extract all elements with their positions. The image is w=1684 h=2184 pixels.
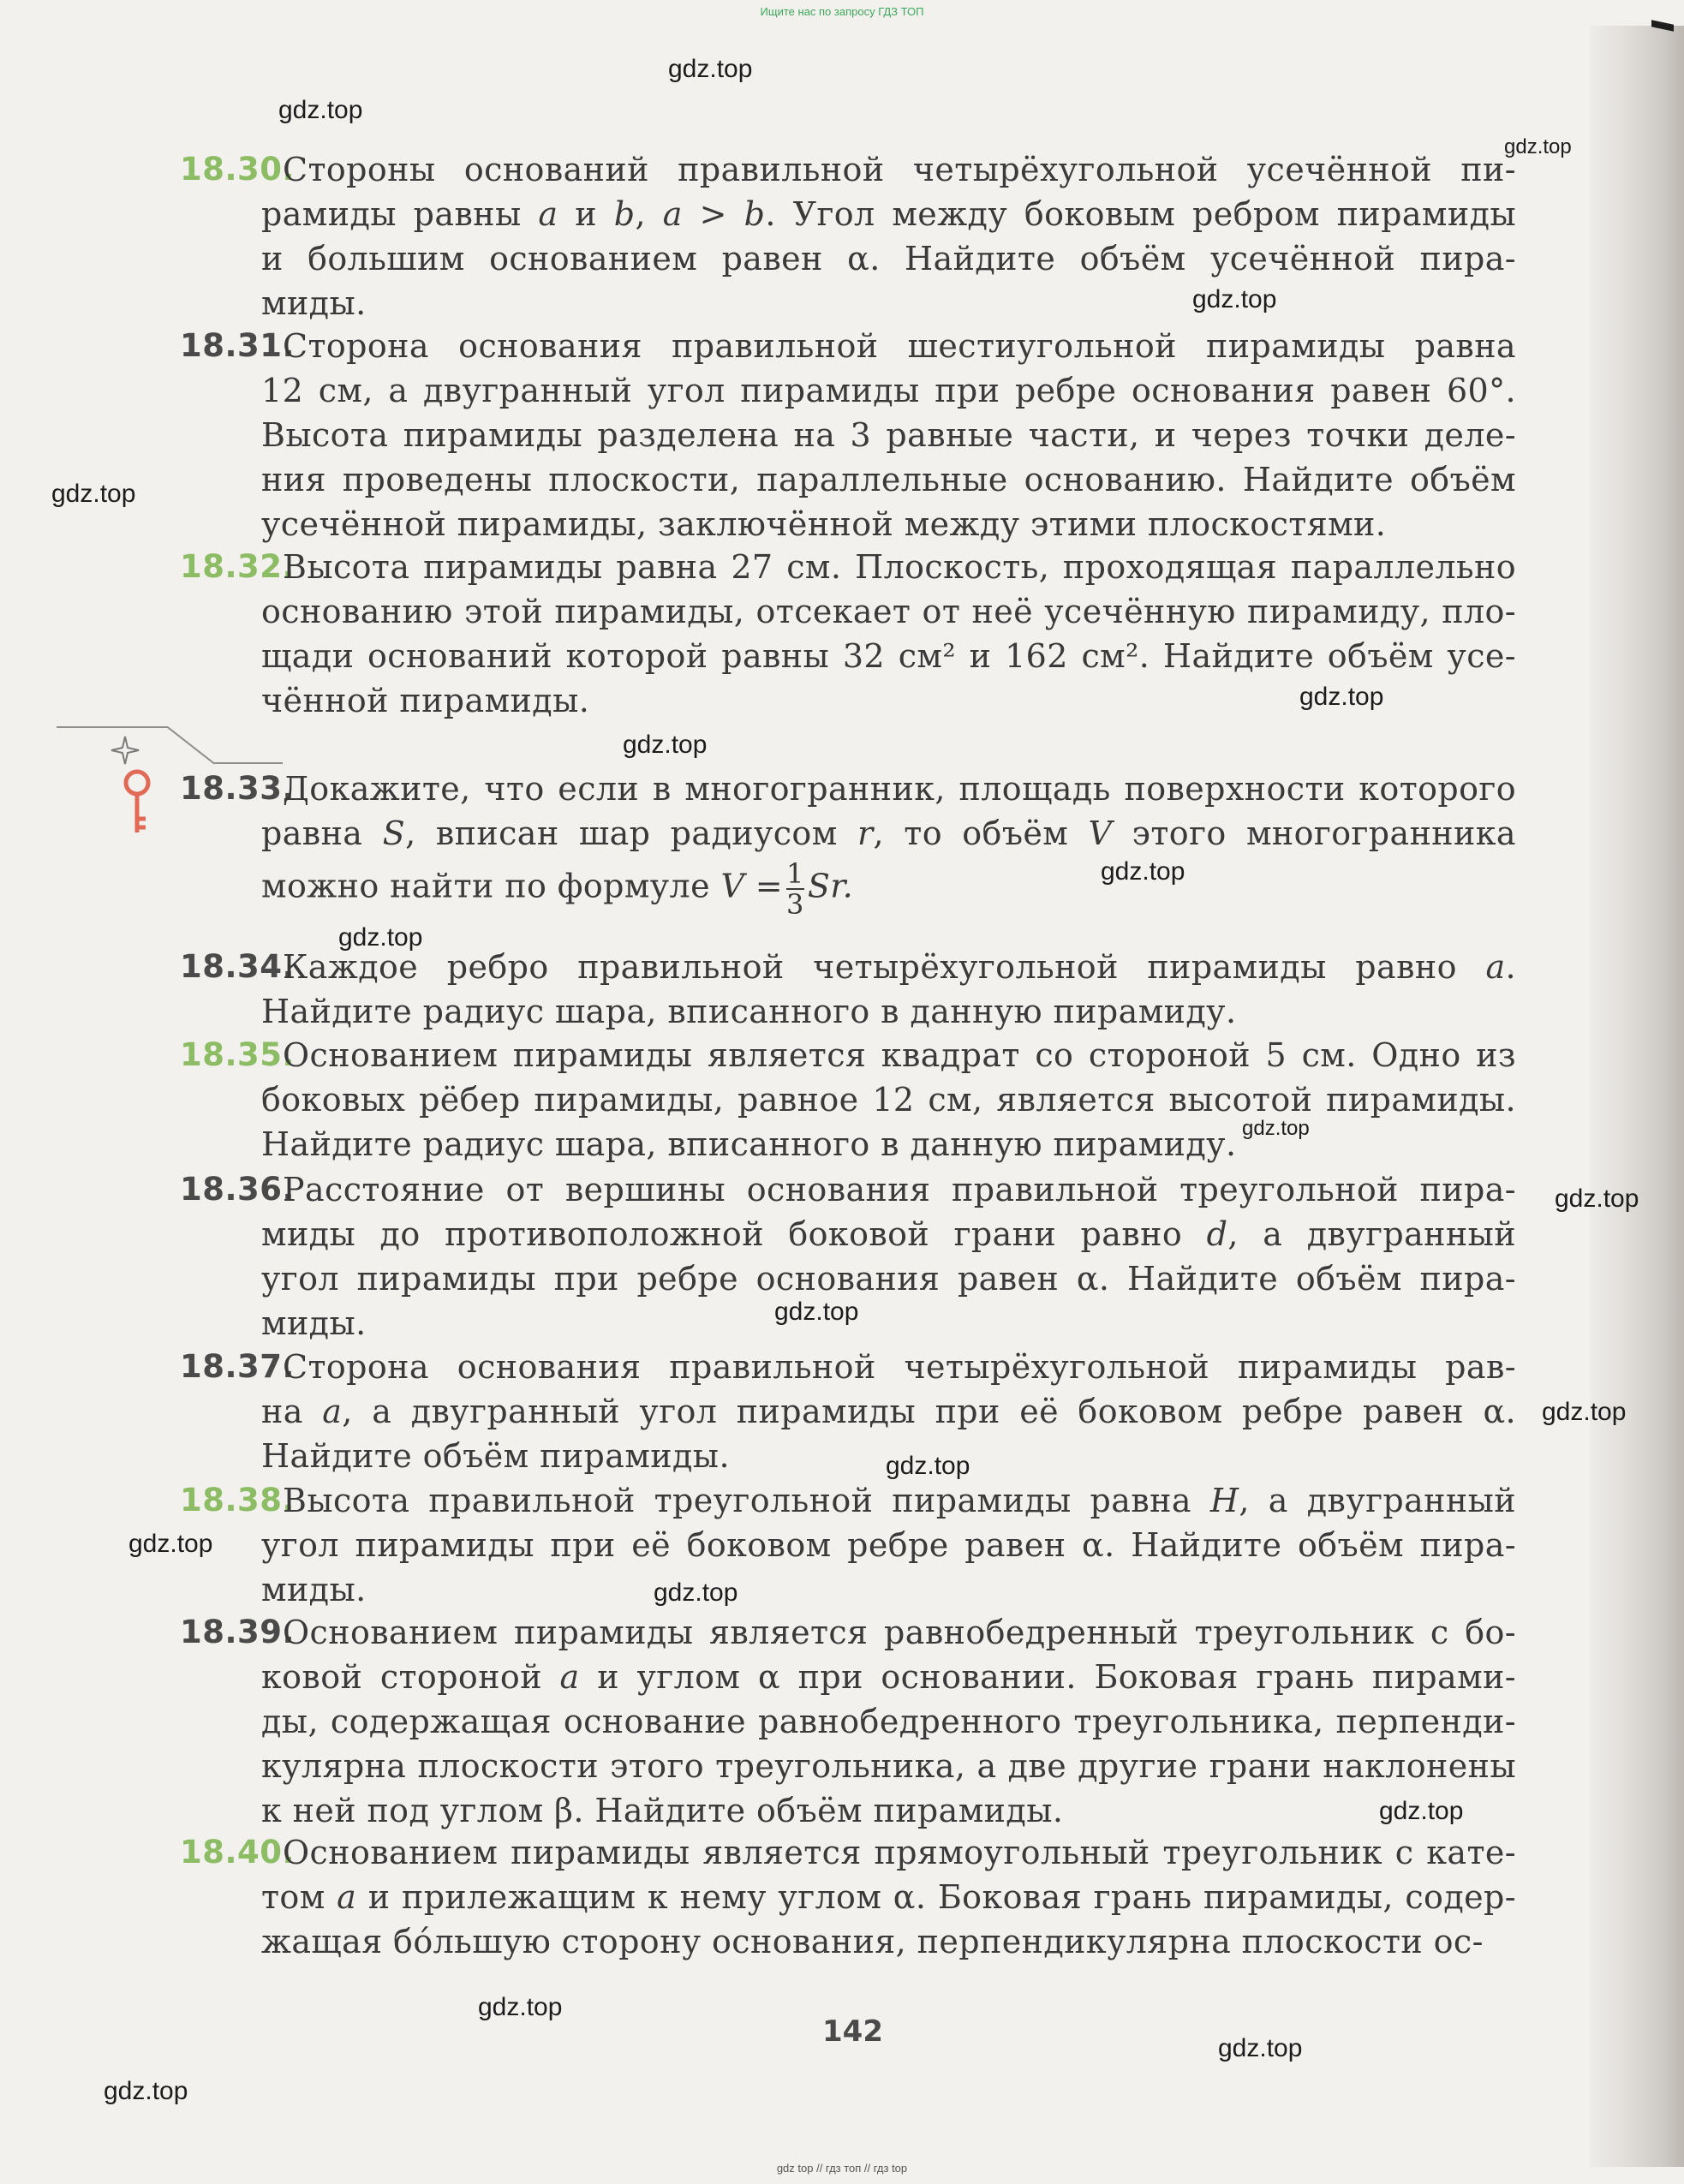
page-number: 142	[822, 2014, 883, 2049]
problem-text-line: 12 см, а двугранный угол пирамиды при ребре основания равен 60°.	[261, 372, 1516, 409]
watermark: gdz.top	[51, 480, 136, 508]
problem-text	[261, 1033, 1516, 1167]
problem-text-line: Расстояние от вершины основания правильной треугольной пира-	[283, 1171, 1516, 1208]
problem-number: 18.40.	[180, 1834, 296, 1871]
problem-text-line: Сторона основания правильной четырёхугольной пирамиды рав-	[283, 1348, 1516, 1386]
problem-text	[261, 1610, 1516, 1833]
problem-text-line: Найдите объём пирамиды.	[261, 1437, 730, 1475]
watermark: gdz.top	[1299, 683, 1384, 711]
watermark: gdz.top	[104, 2077, 188, 2105]
problem-text-line: Найдите радиус шара, вписанного в данную пирамиду.	[261, 993, 1237, 1030]
bottom-banner: gdz top // гдз топ // гдз top	[776, 2162, 908, 2175]
problem-text-line: основанию этой пирамиды, отсекает от неё усечённую пирамиду, пло-	[261, 593, 1516, 630]
problem-text	[261, 1830, 1516, 1964]
problem-text	[261, 545, 1516, 723]
problem-text-line: на a, а двугранный угол пирамиды при её боковом ребре равен α.	[261, 1393, 1516, 1430]
problem-text-line: ды, содержащая основание равнобедренного треугольника, перпенди-	[261, 1703, 1516, 1740]
problem-text-line: ковой стороной a и углом α при основании. Боковая грань пирами-	[261, 1658, 1516, 1696]
problem-text-line: щади оснований которой равны 32 см² и 162 см². Найдите объём усе-	[261, 637, 1516, 675]
problem-text-line: Стороны оснований правильной четырёхугольной усечённой пи-	[283, 151, 1516, 188]
problem-text	[261, 945, 1516, 1034]
watermark: gdz.top	[1504, 135, 1572, 158]
top-banner: Ищите нас по запросу ГДЗ ТОП	[760, 5, 924, 18]
problem-text-line: том a и прилежащим к нему углом α. Боковая грань пирамиды, содер-	[261, 1878, 1516, 1916]
problem-number: 18.32.	[180, 548, 296, 585]
star-icon	[110, 735, 140, 766]
problem-text-line: миды до противоположной боковой грани равно d, а двугранный	[261, 1215, 1516, 1253]
problem-text-line: миды.	[261, 1304, 367, 1342]
problem-text	[261, 767, 1516, 921]
problem-text-line: жащая бóльшую сторону основания, перпендикулярна плоскости ос-	[261, 1923, 1484, 1960]
watermark: gdz.top	[886, 1452, 970, 1480]
watermark: gdz.top	[1242, 1117, 1310, 1140]
problem-text-line: ния проведены плоскости, параллельные основанию. Найдите объём	[261, 461, 1516, 498]
problem-text	[261, 1345, 1516, 1478]
problem-text-line: рамиды равны a и b, a > b. Угол между боковым ребром пирамиды	[261, 195, 1517, 233]
problem-text-line: чённой пирамиды.	[261, 682, 590, 719]
problem-text	[261, 1167, 1516, 1346]
problem-text-line: Каждое ребро правильной четырёхугольной пирамиды равно a.	[283, 948, 1516, 986]
watermark: gdz.top	[128, 1530, 213, 1558]
problem-text-line: усечённой пирамиды, заключённой между этими плоскостями.	[261, 505, 1387, 543]
problem-text-line: к ней под углом β. Найдите объём пирамиды.	[261, 1792, 1064, 1829]
problem-text-line: Основанием пирамиды является равнобедренный треугольник с бо-	[283, 1614, 1516, 1651]
problem-text-line: Докажите, что если в многогранник, площадь поверхности которого	[283, 770, 1516, 808]
section-divider	[214, 762, 283, 764]
fraction-denominator: 3	[786, 888, 804, 921]
watermark: gdz.top	[478, 1993, 563, 2021]
watermark: gdz.top	[1218, 2034, 1303, 2062]
watermark: gdz.top	[278, 96, 363, 124]
problem-number: 18.35.	[180, 1036, 296, 1073]
problem-text-line: Основанием пирамиды является квадрат со стороной 5 см. Одно из	[283, 1036, 1516, 1074]
formula-lhs: V =	[720, 867, 784, 905]
problem-text-line: боковых рёбер пирамиды, равное 12 см, является высотой пирамиды.	[261, 1081, 1516, 1119]
problem-number: 18.36.	[180, 1171, 296, 1208]
watermark: gdz.top	[623, 731, 708, 759]
page-edge-shadow	[1590, 26, 1684, 2167]
watermark: gdz.top	[1542, 1398, 1627, 1426]
problem-text-line: Сторона основания правильной шестиугольной пирамиды равна	[283, 327, 1516, 365]
problem-number: 18.39.	[180, 1614, 296, 1650]
formula-rhs: Sr.	[807, 867, 854, 905]
watermark: gdz.top	[338, 923, 423, 952]
problem-number: 18.31.	[180, 327, 296, 364]
problem-text-line: Основанием пирамиды является прямоугольный треугольник с кате-	[283, 1834, 1516, 1871]
problem-text-line: Высота пирамиды равна 27 см. Плоскость, проходящая параллельно	[283, 548, 1516, 586]
formula-prefix: можно найти по формуле	[261, 867, 710, 905]
problem-text-line: и большим основанием равен α. Найдите объём усечённой пира-	[261, 240, 1516, 277]
problem-text	[261, 147, 1517, 325]
watermark: gdz.top	[668, 55, 753, 83]
problem-text-line: угол пирамиды при её боковом ребре равен α. Найдите объём пира-	[261, 1526, 1516, 1564]
key-icon	[120, 769, 154, 838]
problem-text-line: кулярна плоскости этого треугольника, а две другие грани наклонены	[261, 1747, 1516, 1785]
problem-number: 18.34.	[180, 948, 296, 985]
watermark: gdz.top	[1555, 1184, 1639, 1213]
watermark: gdz.top	[1192, 285, 1277, 313]
problem-text-line: равна S, вписан шар радиусом r, то объём V этого многогранника	[261, 815, 1516, 852]
section-divider	[57, 726, 168, 728]
problem-number: 18.30.	[180, 151, 296, 188]
fraction-numerator: 1	[786, 857, 804, 890]
problem-text-line: угол пирамиды при ребре основания равен α. Найдите объём пира-	[261, 1260, 1516, 1298]
problem-text	[261, 1478, 1516, 1612]
problem-text-line: Высота правильной треугольной пирамиды равна H, а двугранный	[283, 1482, 1516, 1519]
watermark: gdz.top	[654, 1578, 738, 1607]
problem-text-line: Высота пирамиды разделена на 3 равные части, и через точки деле-	[261, 416, 1516, 454]
problem-text-line: Найдите радиус шара, вписанного в данную пирамиду.	[261, 1125, 1237, 1163]
problem-number: 18.37.	[180, 1348, 296, 1385]
formula-line	[261, 859, 1516, 919]
watermark: gdz.top	[1101, 857, 1185, 886]
watermark: gdz.top	[1379, 1797, 1464, 1825]
problem-text	[261, 324, 1516, 546]
problem-text-line: миды.	[261, 1571, 367, 1608]
problem-number: 18.38.	[180, 1482, 296, 1519]
watermark: gdz.top	[774, 1298, 859, 1326]
formula-fraction	[786, 859, 804, 919]
section-divider	[167, 726, 215, 765]
problem-text-line: миды.	[261, 284, 367, 322]
problem-number: 18.33.	[180, 770, 296, 807]
